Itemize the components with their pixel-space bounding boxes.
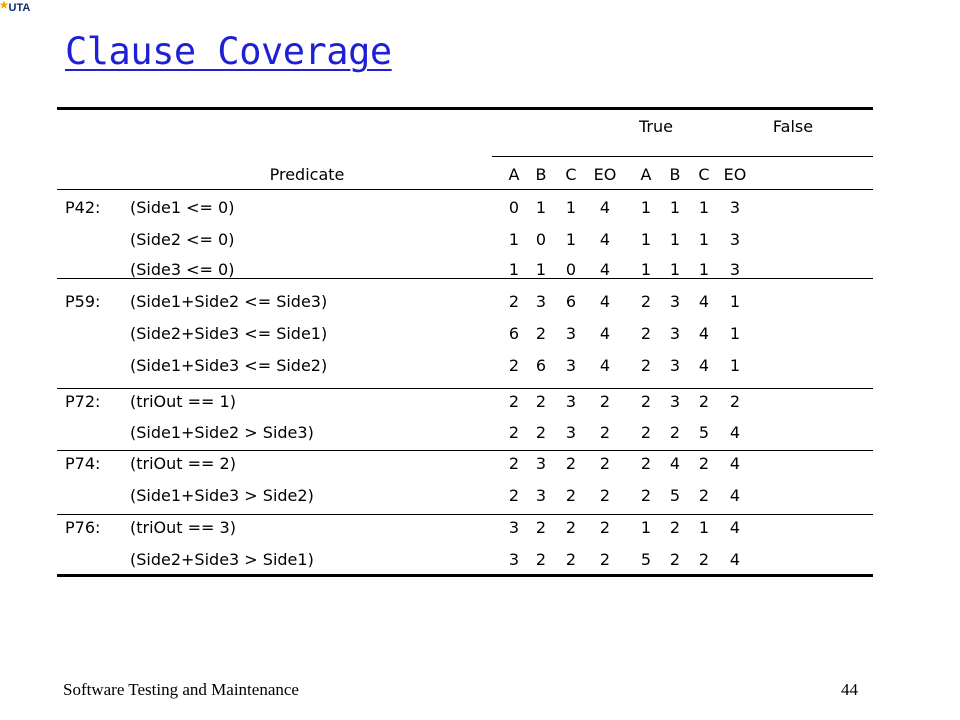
value-cell: 3 <box>565 423 577 442</box>
predicate-id: P76: <box>65 518 101 537</box>
predicate-id: P74: <box>65 454 101 473</box>
value-cell: 4 <box>599 260 611 279</box>
value-cell: 3 <box>565 392 577 411</box>
column-header: B <box>535 165 547 184</box>
predicate-id: P72: <box>65 392 101 411</box>
value-cell: 2 <box>535 518 547 537</box>
value-cell: 5 <box>698 423 710 442</box>
value-cell: 2 <box>565 486 577 505</box>
value-cell: 3 <box>669 356 681 375</box>
value-cell: 4 <box>599 198 611 217</box>
value-cell: 2 <box>640 423 652 442</box>
value-cell: 5 <box>669 486 681 505</box>
clause-expression: (Side1+Side3 > Side2) <box>130 486 314 505</box>
value-cell: 3 <box>669 292 681 311</box>
value-cell: 4 <box>729 518 741 537</box>
value-cell: 1 <box>508 230 520 249</box>
value-cell: 2 <box>669 518 681 537</box>
value-cell: 3 <box>669 392 681 411</box>
value-cell: 1 <box>729 292 741 311</box>
value-cell: 1 <box>669 198 681 217</box>
value-cell: 1 <box>669 230 681 249</box>
group-separator-rule <box>57 450 873 451</box>
value-cell: 4 <box>729 423 741 442</box>
value-cell: 2 <box>508 292 520 311</box>
uta-logo-mark <box>0 0 34 15</box>
value-cell: 4 <box>669 454 681 473</box>
value-cell: 2 <box>640 356 652 375</box>
value-cell: 3 <box>508 518 520 537</box>
value-cell: 0 <box>535 230 547 249</box>
column-header: EO <box>593 165 617 184</box>
value-cell: 4 <box>599 356 611 375</box>
column-header: B <box>669 165 681 184</box>
clause-expression: (Side1+Side2 <= Side3) <box>130 292 328 311</box>
clause-expression: (Side3 <= 0) <box>130 260 235 279</box>
predicate-id: P42: <box>65 198 101 217</box>
value-cell: 4 <box>599 292 611 311</box>
clause-expression: (Side2+Side3 > Side1) <box>130 550 314 569</box>
value-cell: 2 <box>508 454 520 473</box>
value-cell: 2 <box>535 550 547 569</box>
value-cell: 2 <box>669 423 681 442</box>
value-cell: 4 <box>698 292 710 311</box>
value-cell: 1 <box>698 260 710 279</box>
value-cell: 1 <box>508 260 520 279</box>
value-cell: 2 <box>535 392 547 411</box>
value-cell: 3 <box>565 356 577 375</box>
value-cell: 2 <box>535 324 547 343</box>
value-cell: 4 <box>729 550 741 569</box>
value-cell: 2 <box>729 392 741 411</box>
value-cell: 1 <box>565 198 577 217</box>
value-cell: 1 <box>535 260 547 279</box>
value-cell: 2 <box>508 423 520 442</box>
value-cell: 0 <box>565 260 577 279</box>
clause-expression: (Side1 <= 0) <box>130 198 235 217</box>
value-cell: 1 <box>698 230 710 249</box>
svg-text:UTA: UTA <box>8 2 31 14</box>
value-cell: 2 <box>599 423 611 442</box>
clause-expression: (Side1+Side2 > Side3) <box>130 423 314 442</box>
clause-coverage-table <box>57 107 873 577</box>
column-header: EO <box>723 165 747 184</box>
value-cell: 4 <box>698 356 710 375</box>
clause-expression: (Side2 <= 0) <box>130 230 235 249</box>
value-cell: 5 <box>640 550 652 569</box>
value-cell: 1 <box>640 198 652 217</box>
clause-expression: (triOut == 2) <box>130 454 236 473</box>
value-cell: 1 <box>535 198 547 217</box>
value-cell: 2 <box>640 392 652 411</box>
value-cell: 2 <box>698 486 710 505</box>
value-cell: 1 <box>729 356 741 375</box>
value-cell: 1 <box>640 518 652 537</box>
value-cell: 4 <box>599 230 611 249</box>
value-cell: 6 <box>565 292 577 311</box>
value-cell: 4 <box>698 324 710 343</box>
uta-logo <box>0 0 34 15</box>
value-cell: 1 <box>640 230 652 249</box>
value-cell: 2 <box>599 518 611 537</box>
value-cell: 3 <box>535 292 547 311</box>
value-cell: 3 <box>508 550 520 569</box>
value-cell: 2 <box>599 486 611 505</box>
clause-expression: (triOut == 3) <box>130 518 236 537</box>
column-header: C <box>698 165 710 184</box>
value-cell: 2 <box>698 454 710 473</box>
group-separator-rule <box>57 514 873 515</box>
value-cell: 2 <box>508 392 520 411</box>
value-cell: 2 <box>599 392 611 411</box>
value-cell: 3 <box>729 260 741 279</box>
value-cell: 2 <box>698 550 710 569</box>
value-cell: 2 <box>565 550 577 569</box>
value-cell: 2 <box>565 518 577 537</box>
value-cell: 2 <box>535 423 547 442</box>
group-header-false: False <box>772 117 814 136</box>
value-cell: 2 <box>508 486 520 505</box>
value-cell: 3 <box>535 454 547 473</box>
table-top-rule <box>57 107 873 110</box>
value-cell: 6 <box>508 324 520 343</box>
value-cell: 4 <box>729 486 741 505</box>
value-cell: 3 <box>729 230 741 249</box>
value-cell: 6 <box>535 356 547 375</box>
value-cell: 4 <box>729 454 741 473</box>
value-cell: 2 <box>640 324 652 343</box>
column-header: A <box>640 165 652 184</box>
value-cell: 2 <box>599 550 611 569</box>
value-cell: 2 <box>640 454 652 473</box>
value-cell: 1 <box>640 260 652 279</box>
value-cell: 4 <box>599 324 611 343</box>
value-cell: 2 <box>508 356 520 375</box>
footer-course-title: Software Testing and Maintenance <box>63 680 299 699</box>
value-cell: 3 <box>535 486 547 505</box>
value-cell: 2 <box>599 454 611 473</box>
value-cell: 1 <box>565 230 577 249</box>
value-cell: 2 <box>669 550 681 569</box>
value-cell: 1 <box>698 518 710 537</box>
value-cell: 2 <box>640 292 652 311</box>
value-cell: 3 <box>669 324 681 343</box>
value-cell: 2 <box>565 454 577 473</box>
value-cell: 3 <box>565 324 577 343</box>
value-cell: 1 <box>729 324 741 343</box>
group-header-true: True <box>639 117 673 136</box>
group-separator-rule <box>57 388 873 389</box>
table-bottom-rule <box>57 574 873 577</box>
value-cell: 3 <box>729 198 741 217</box>
column-header: C <box>565 165 577 184</box>
value-cell: 1 <box>698 198 710 217</box>
clause-expression: (Side2+Side3 <= Side1) <box>130 324 328 343</box>
header-bottom-rule <box>57 189 873 190</box>
value-cell: 1 <box>669 260 681 279</box>
column-header-predicate: Predicate <box>269 165 345 184</box>
clause-expression: (triOut == 1) <box>130 392 236 411</box>
value-cell: 2 <box>640 486 652 505</box>
value-cell: 2 <box>698 392 710 411</box>
predicate-id: P59: <box>65 292 101 311</box>
column-header: A <box>508 165 520 184</box>
clause-expression: (Side1+Side3 <= Side2) <box>130 356 328 375</box>
footer-page-number: 44 <box>841 680 858 699</box>
value-cell: 0 <box>508 198 520 217</box>
slide-title: Clause Coverage <box>65 30 392 73</box>
header-sub-rule <box>492 156 873 157</box>
